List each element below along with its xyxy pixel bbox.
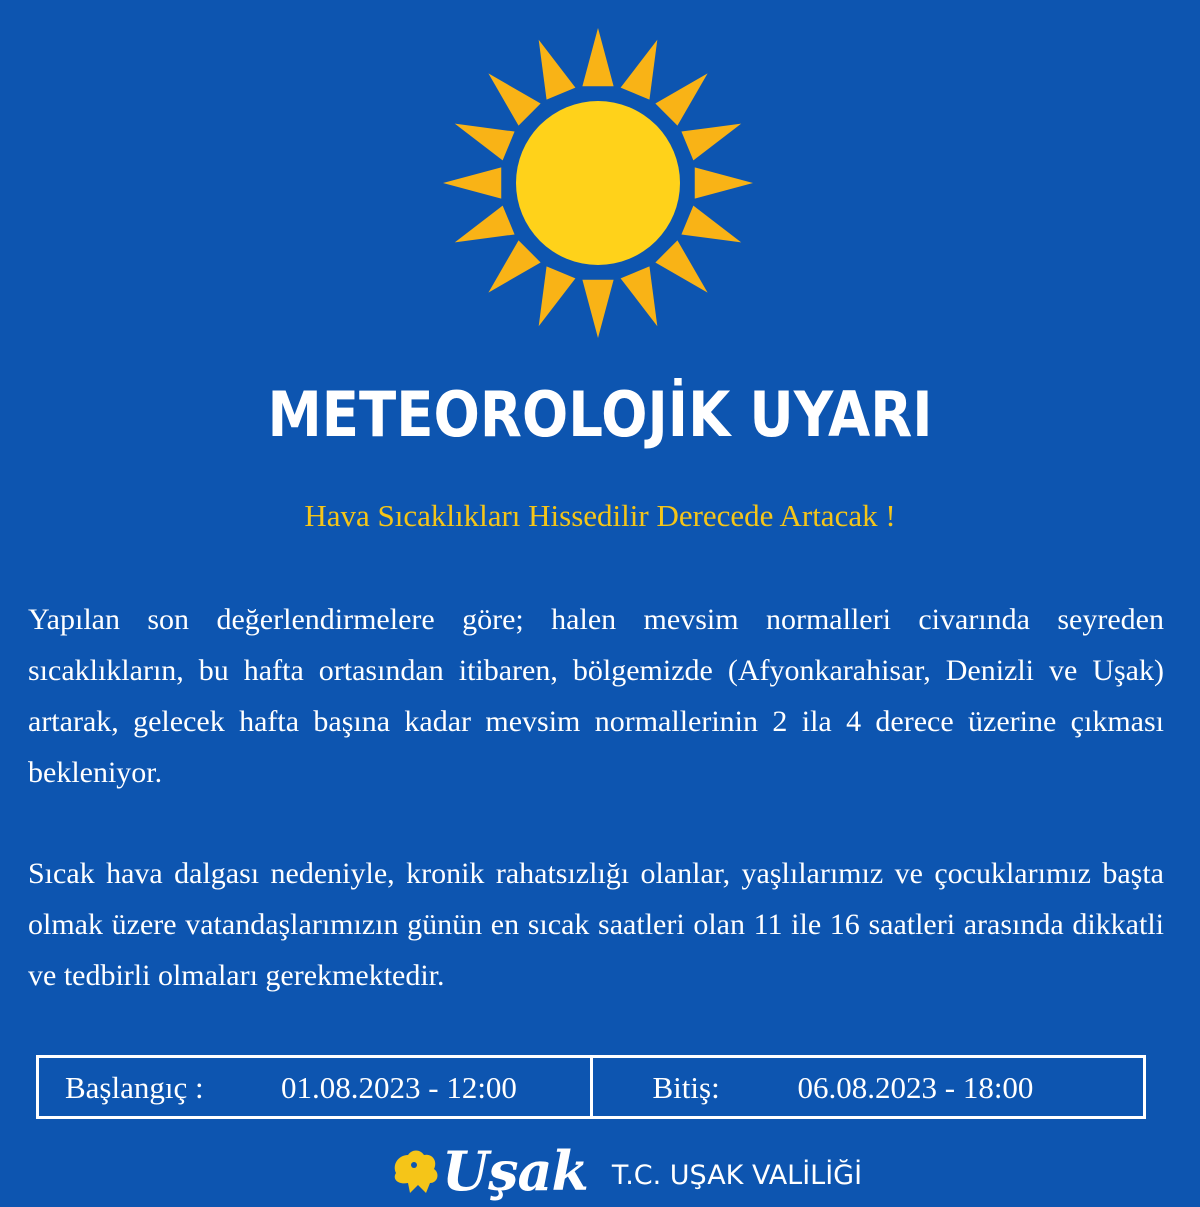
alert-subtitle: Hava Sıcaklıkları Hissedilir Derecede Artacak ! [304,498,896,533]
sun-ray [681,206,741,243]
sun-ray [582,28,613,86]
end-label: Bitiş: [652,1070,720,1105]
start-label: Başlangıç : [65,1070,204,1105]
alert-paragraph-2: Sıcak hava dalgası nedeniyle, kronik rahatsızlığı olanlar, yaşlılarımız ve çocuklarımız başta olmak üzere vatandaşlarımızın günün en sıcak saatleri olan 11 ile 16 saatleri arasında dikkatli ve tedbirli olmaları gerekmektedir. [28,857,1164,992]
organization-name: T.C. UŞAK VALİLİĞİ [611,1159,863,1191]
end-value: 06.08.2023 - 18:00 [797,1070,1034,1105]
usak-logo-icon [388,1143,446,1199]
sun-icon [440,25,756,341]
sun-ray [539,266,576,326]
sun-ray [455,206,515,243]
page-title: METEOROLOJİK UYARI [267,378,933,451]
start-period [39,1058,593,1116]
start-value: 01.08.2023 - 12:00 [281,1070,517,1105]
sun-ray [539,40,576,100]
sun-ray [655,73,707,125]
validity-period-box [36,1055,1146,1119]
alert-paragraph-1: Yapılan son değerlendirmelere göre; halen mevsim normalleri civarında seyreden sıcaklıkların, bu hafta ortasından itibaren, bölgemizde (Afyonkarahisar, Denizli ve Uşak) artarak, gelecek hafta başına kadar mevsim normallerinin 2 ila 4 derece üzerine çıkması bekleniyor. [28,603,1164,789]
sun-ray [621,40,658,100]
sun-core [516,101,680,265]
sun-ray [488,73,540,125]
sun-ray [455,124,515,161]
sun-ray [582,280,613,338]
end-period [593,1058,1144,1116]
sun-ray [681,124,741,161]
sun-ray [488,240,540,292]
sun-ray [443,167,501,198]
sun-ray [655,240,707,292]
footer [388,1140,862,1202]
sun-ray [695,167,753,198]
sun-ray [621,266,658,326]
logo-wordmark: Uşak [442,1139,588,1203]
